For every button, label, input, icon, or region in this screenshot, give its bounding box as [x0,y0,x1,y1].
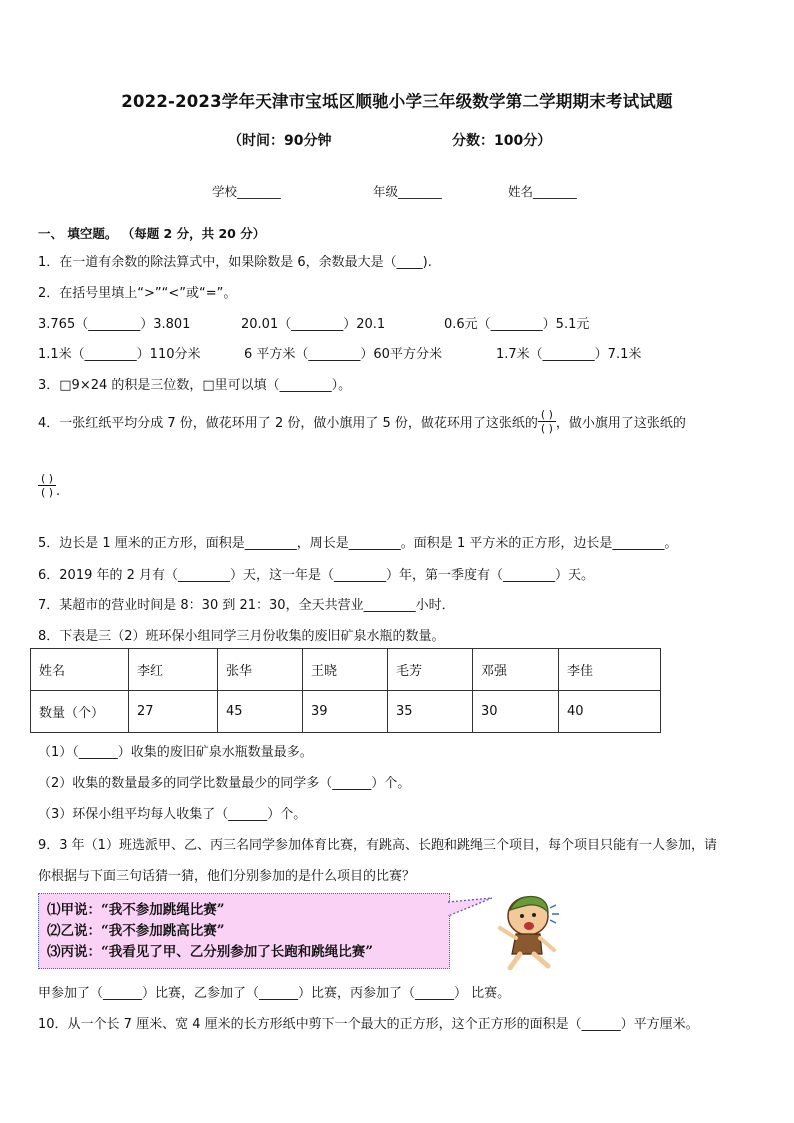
question-9-line-1: 9．3 年（1）班选派甲、乙、丙三名同学参加体育比赛，有跳高、长跑和跳绳三个项目，每个项目只能有一人参加，请 [38,838,717,853]
table-cell: 邓强 [473,649,559,691]
question-7: 7．某超市的营业时间是 8：30 到 21：30，全天共营业________小时． [38,598,455,613]
table-cell: 李红 [129,649,218,691]
q8-sub-3: （3）环保小组平均每人收集了（______）个。 [38,807,307,822]
table-cell: 王晓 [303,649,388,691]
page-title: 2022-2023学年天津市宝坻区顺驰小学三年级数学第二学期期末考试试题 [121,92,673,111]
question-9-answer: 甲参加了（______）比赛，乙参加了（______）比赛，丙参加了（______） 比赛。 [38,986,511,1001]
grade-field: 年级_______ [373,184,442,199]
bubble-line: ⑴甲说：“我不参加跳绳比赛” [47,902,225,918]
table-cell: 毛芳 [388,649,473,691]
data-table [30,648,661,733]
question-1: 1．在一道有余数的除法算式中，如果除数是 6，余数最大是（____). [38,255,432,270]
table-cell: 39 [303,691,388,733]
exam-time: （时间：90分钟 [228,133,332,149]
question-4-end [38,472,60,499]
question-3: 3．□9×24 的积是三位数，□里可以填（________）。 [38,378,352,393]
question-4 [38,408,686,435]
question-8-stem: 8．下表是三（2）班环保小组同学三月份收集的废旧矿泉水瓶的数量。 [38,629,445,644]
question-10: 10．从一个长 7 厘米、宽 4 厘米的长方形纸中剪下一个最大的正方形，这个正方形的面积是（______）平方厘米。 [38,1017,699,1032]
table-cell: 27 [129,691,218,733]
q8-sub-2: （2）收集的数量最多的同学比数量最少的同学多（______）个。 [38,776,411,791]
table-cell: 李佳 [559,649,661,691]
table-cell: 40 [559,691,661,733]
question-5: 5．边长是 1 厘米的正方形，面积是________，周长是________。面积是 1 平方米的正方形，边长是________。 [38,536,678,551]
question-6: 6．2019 年的 2 月有（________）天，这一年是（________）年，第一季度有（________）天。 [38,568,595,583]
q2-item: 1.7米（________）7.1米 [496,347,642,362]
q2-item: 20.01（________）20.1 [241,317,386,332]
table-cell: 姓名 [31,649,129,691]
bubble-line: ⑶丙说：“我看见了甲、乙分别参加了长跑和跳绳比赛” [47,944,374,960]
table-row [31,649,661,691]
q2-item: 1.1米（________）110分米 [38,347,201,362]
q8-sub-1: （1）（______）收集的废旧矿泉水瓶数量最多。 [38,745,313,760]
school-field: 学校_______ [212,184,281,199]
table-row [31,691,661,733]
table-cell: 45 [218,691,303,733]
fraction-blank: $\frac{( )}{( )}$ [538,408,556,435]
q4-text-2: ，做小旗用了这张纸的 [555,416,686,431]
exam-score: 分数：100分） [452,133,552,149]
table-cell: 30 [473,691,559,733]
question-9-line-2: 你根据与下面三句话猜一猜，他们分别参加的是什么项目的比赛？ [38,869,416,884]
question-2-stem: 2．在括号里填上“>”“<”或“=”。 [38,286,237,301]
fraction-blank: $\frac{( )}{( )}$ [38,472,56,499]
speech-bubble [38,893,450,969]
q2-item: 0.6元（________）5.1元 [444,317,590,332]
bubble-line: ⑵乙说：“我不参加跳高比赛” [47,923,225,939]
name-field: 姓名_______ [508,184,577,199]
table-cell: 张华 [218,649,303,691]
table-cell: 数量（个） [31,691,129,733]
running-boy-illustration [488,888,570,970]
q4-period: . [56,484,61,499]
section-heading: 一、 填空题。 （每题 2 分，共 20 分） [38,226,266,241]
q2-item: 3.765（________）3.801 [38,317,191,332]
q4-text-1: 4．一张红纸平均分成 7 份，做花环用了 2 份，做小旗用了 5 份，做花环用了这张纸的 [38,416,538,431]
q2-item: 6 平方米（________）60平方分米 [244,347,442,362]
table-cell: 35 [388,691,473,733]
